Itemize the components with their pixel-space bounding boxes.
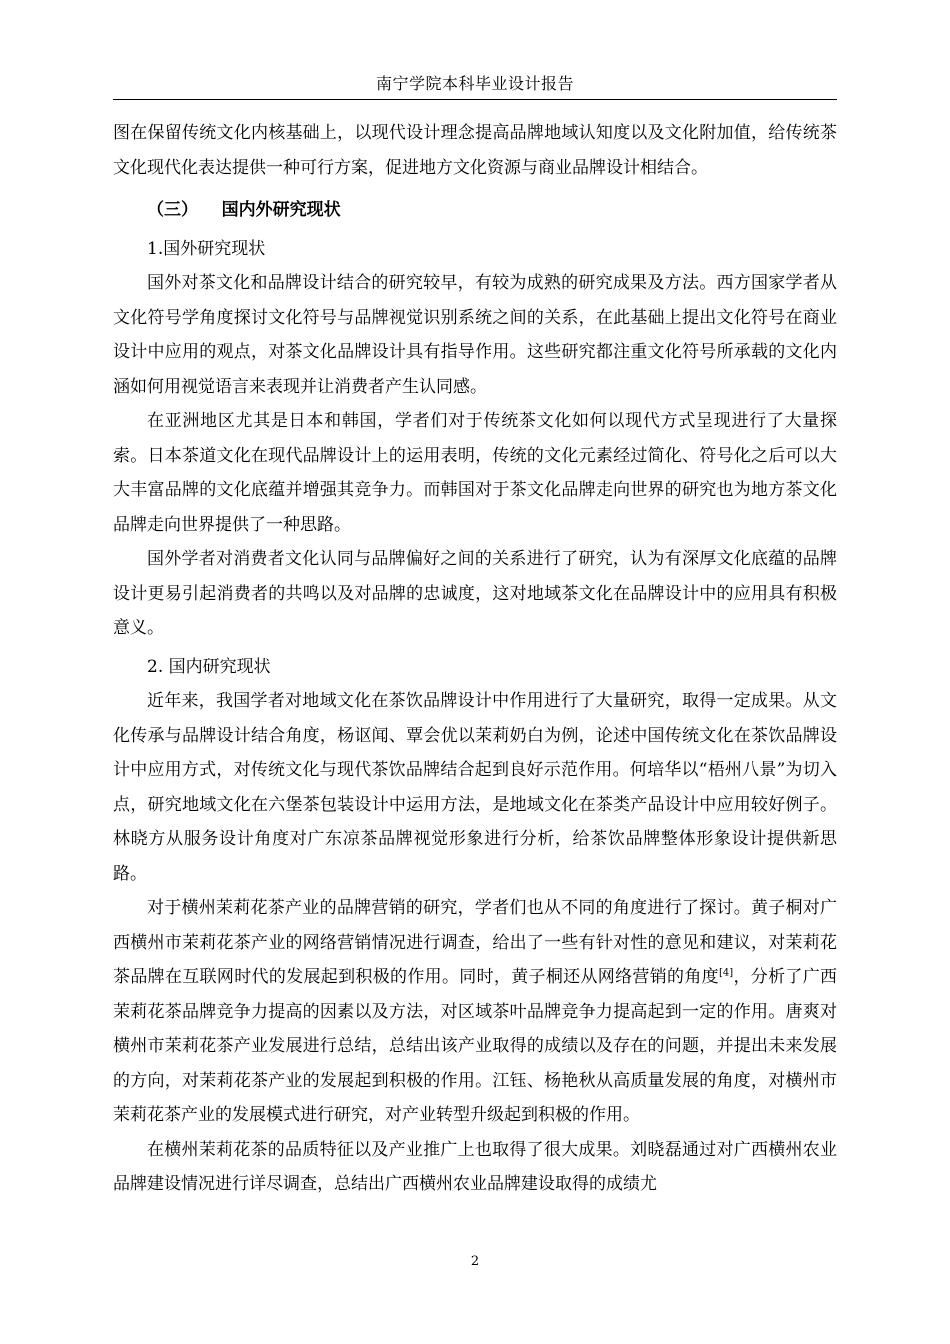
header-divider (113, 99, 837, 100)
paragraph-continuation: 图在保留传统文化内核基础上，以现代设计理念提高品牌地域认知度以及文化附加值，给传统茶文化现代化表达提供一种可行方案，促进地方文化资源与商业品牌设计相结合。 (113, 123, 837, 178)
subsection-heading-foreign: 1.国外研究现状 (147, 238, 266, 259)
paragraph-text: 对于横州茉莉花茶产业的品牌营销的研究，学者们也从不同的角度进行了探讨。黄子桐对广西横州市茉莉花茶产业的网络营销情况进行调查，给出了一些有针对性的意见和建议，对茉莉花茶品牌在互联网时代的发展起到积极的作用。同时，黄子桐还从网络营销的角度 (113, 898, 837, 987)
paragraph-foreign-1: 国外对茶文化和品牌设计结合的研究较早，有较为成熟的研究成果及方法。西方国家学者从文化符号学角度探讨文化符号与品牌视觉识别系统之间的关系，在此基础上提出文化符号在商业设计中应用的观点，对茶文化品牌设计具有指导作用。这些研究都注重文化符号所承载的文化内涵如何用视觉语言来表现并让消费者产生认同感。 (113, 273, 837, 397)
page-number: 2 (470, 1254, 480, 1269)
paragraph-domestic-1: 近年来，我国学者对地域文化在茶饮品牌设计中作用进行了大量研究，取得一定成果。从文化传承与品牌设计结合角度，杨讴闻、覃会优以茉莉奶白为例，论述中国传统文化在茶饮品牌设计中应用方式，对传统文化与现代茶饮品牌结合起到良好示范作用。何培华以“梧州八景”为切入点，研究地域文化在六堡茶包装设计中运用方法，是地域文化在茶类产品设计中应用较好例子。林晓方从服务设计角度对广东凉茶品牌视觉形象进行分析，给茶饮品牌整体形象设计提供新思路。 (113, 691, 837, 884)
page-header-title: 南宁学院本科毕业设计报告 (375, 74, 574, 93)
subsection-heading-domestic: 2. 国内研究现状 (147, 656, 271, 677)
paragraph-domestic-3: 在横州茉莉花茶的品质特征以及产业推广上也取得了很大成果。刘晓磊通过对广西横州农业品牌建设情况进行详尽调查，总结出广西横州农业品牌建设取得的成绩尤 (113, 1139, 837, 1194)
section-heading: （三） 国内外研究现状 (147, 200, 341, 220)
paragraph-foreign-3: 国外学者对消费者文化认同与品牌偏好之间的关系进行了研究，认为有深厚文化底蕴的品牌设计更易引起消费者的共鸣以及对品牌的忠诚度，这对地域茶文化在品牌设计中的应用具有积极意义。 (113, 549, 837, 638)
paragraph-text: ，分析了广西茉莉花茶品牌竞争力提高的因素以及方法，对区域茶叶品牌竞争力提高起到一定的作用。唐爽对横州市茉莉花茶产业发展进行总结，总结出该产业取得的成绩以及存在的问题，并提出未来发展的方向，对茉莉花茶产业的发展起到积极的作用。江钰、杨艳秋从高质量发展的角度，对横州市茉莉花茶产业的发展模式进行研究，对产业转型升级起到积极的作用。 (113, 967, 838, 1125)
page-body (113, 116, 837, 1202)
paragraph-foreign-2: 在亚洲地区尤其是日本和韩国，学者们对于传统茶文化如何以现代方式呈现进行了大量探索。日本茶道文化在现代品牌设计上的运用表明，传统的文化元素经过简化、符号化之后可以大大丰富品牌的文化底蕴并增强其竞争力。而韩国对于茶文化品牌走向世界的研究也为地方茶文化品牌走向世界提供了一种思路。 (113, 411, 837, 535)
citation-reference: [4] (718, 967, 734, 979)
paragraph-domestic-2 (113, 891, 837, 1133)
